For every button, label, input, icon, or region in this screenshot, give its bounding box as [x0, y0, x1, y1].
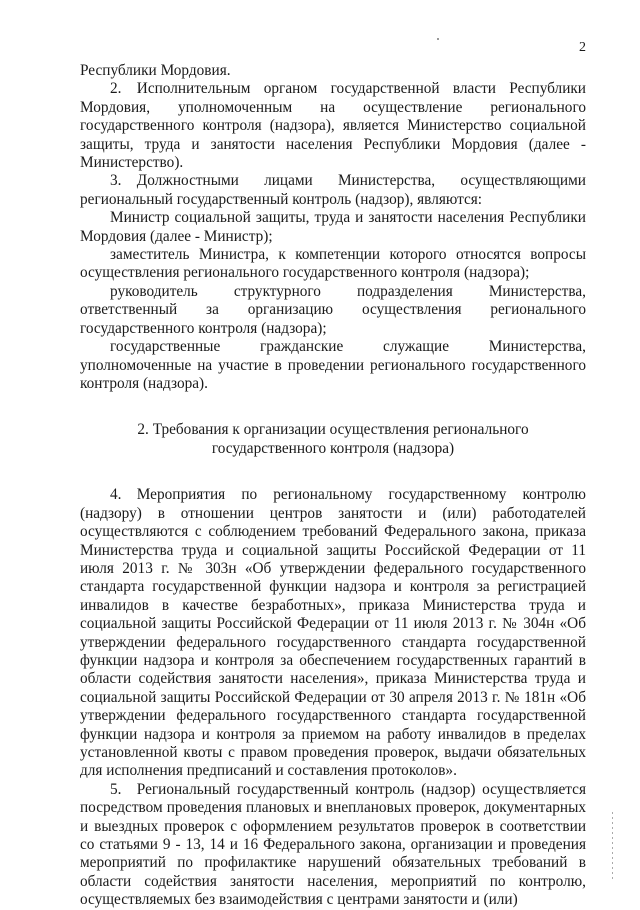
- section-heading-line-2: государственного контроля (надзора): [211, 440, 455, 458]
- scan-mark: [437, 38, 439, 40]
- document-body: [80, 62, 586, 910]
- page-number: 2: [579, 40, 586, 55]
- paragraph-p4: 4. Мероприятия по региональному государственному контролю (надзору) в отношении центров занятости и (или) работодателей осуществляются с соблюдением требований Федерального закона, приказа Министерства труда и социальной защиты Российской Федерации от 11 июля 2013 г. № 303н «Об утверждении федерального государственного стандарта государственной функции надзора и контроля за регистрацией инвалидов в качестве безработных», приказа Министерства труда и социальной защиты Российской Федерации от 11 июля 2013 г. № 304н «Об утверждении федерального государственного стандарта государственной функции надзора и контроля за обеспечением государственных гарантий в области содействия занятости населения», приказа Министерства труда и социальной защиты Российской Федерации от 30 апреля 2013 г. № 181н «Об утверждении федерального государственного стандарта государственной функции надзора и контроля за приемом на работу инвалидов в пределах установленной квоты с правом проведения проверок, выдачи обязательных для исполнения предписаний и составления протоколов».: [80, 486, 586, 780]
- paragraphs-before-heading: [80, 62, 586, 393]
- paragraph-p3a: Министр социальной защиты, труда и занятости населения Республики Мордовия (далее - Министр);: [80, 209, 586, 245]
- paragraph-p3b: заместитель Министра, к компетенции которого относятся вопросы осуществления регионального государственного контроля (надзора);: [80, 246, 586, 282]
- paragraph-p5: 5. Региональный государственный контроль (надзор) осуществляется посредством проведения плановых и внеплановых проверок, документарных и выездных проверок с оформлением результатов проверок в соответствии со статьями 9 - 13, 14 и 16 Федерального закона, организации и проведения мероприятий по профилактике нарушений обязательных требований в области содействия занятости населения, мероприятий по контролю, осуществляемых без взаимодействия с центрами занятости и (или): [80, 780, 586, 909]
- paragraph-p3c: руководитель структурного подразделения Министерства, ответственный за организацию осуществления регионального государственного контроля (надзора);: [80, 282, 586, 337]
- section-heading: [80, 420, 586, 458]
- paragraph-p2: 2. Исполнительным органом государственной власти Республики Мордовия, уполномоченным на осуществление регионального государственного контроля (надзора), является Министерство социальной защиты, труда и занятости населения Республики Мордовия (далее - Министерство).: [80, 80, 586, 172]
- paragraph-p3d: государственные гражданские служащие Министерства, уполномоченные на участие в проведении регионального государственного контроля (надзора).: [80, 338, 586, 392]
- paragraph-p3: 3. Должностными лицами Министерства, осуществляющими региональный государственный контроль (надзор), являются:: [80, 172, 586, 208]
- scan-edge-mark: [612, 812, 613, 882]
- section-heading-line-1: 2. Требования к организации осуществления регионального: [137, 421, 529, 439]
- paragraph-cont: Республики Мордовия.: [80, 62, 231, 79]
- paragraphs-after-heading: [80, 486, 586, 909]
